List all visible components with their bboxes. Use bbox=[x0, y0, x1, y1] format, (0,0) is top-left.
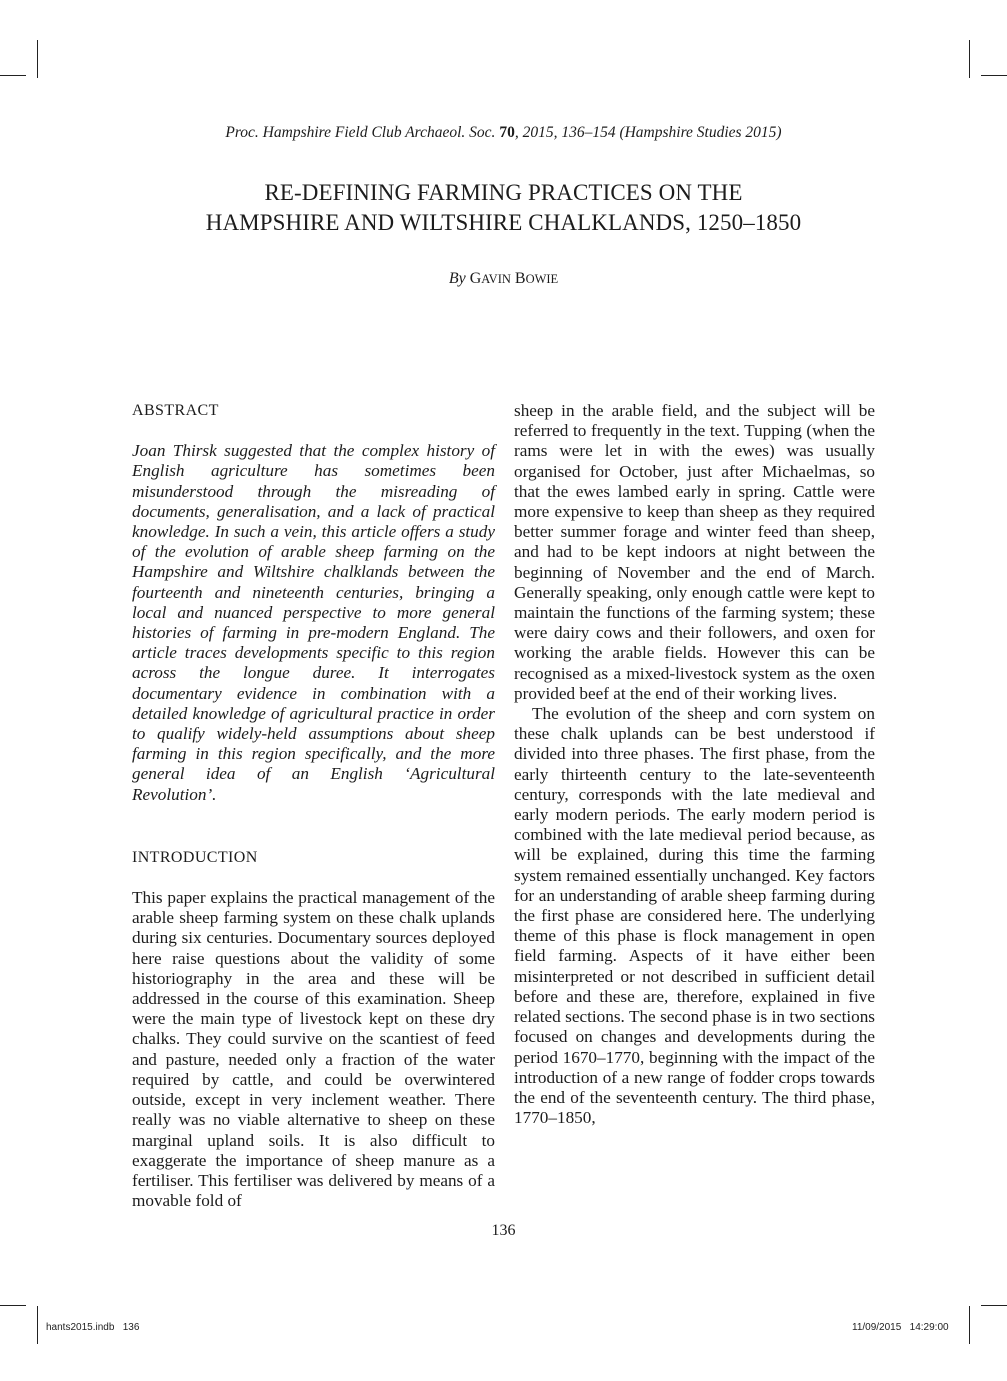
crop-mark-top-left-horizontal bbox=[0, 75, 26, 76]
crop-mark-bottom-left-horizontal bbox=[0, 1305, 26, 1306]
article-title bbox=[0, 178, 1007, 238]
crop-mark-top-right-horizontal bbox=[981, 75, 1007, 76]
journal-citation bbox=[0, 124, 1007, 142]
crop-mark-top-right-vertical bbox=[969, 40, 970, 78]
introduction-paragraph: This paper explains the practical management of the arable sheep farming system on these chalk uplands during six centuries. Documentary sources deployed here raise questions about the validity of some historiography in the area and these will be addressed in the course of this examination. Sheep were the main type of livestock kept on these dry chalks. They could survive on the scantiest of feed and pasture, needed only a fraction of the water required by cattle, and could be overwintered outside, except in very inclement weather. There really was no viable alternative to sheep on these marginal upland soils. It is also difficult to exaggerate the importance of sheep manure as a fertiliser. This fertiliser was delivered by means of a movable fold of bbox=[132, 888, 495, 1211]
article-title-line-2: HAMPSHIRE AND WILTSHIRE CHALKLANDS, 1250–1850 bbox=[205, 210, 802, 235]
abstract-heading: ABSTRACT bbox=[132, 402, 219, 419]
body-paragraph-1: sheep in the arable field, and the subject will be referred to frequently in the text. Tupping (when the rams were let in with the ewes) was usually organised for October, just after Michaelmas, so that the ewes lambed early in spring. Cattle were more expensive to keep than sheep as they required better summer forage and winter feed than sheep, and had to be kept indoors at night between the beginning of November and the end of March. Generally speaking, only enough cattle were kept to maintain the functions of the farming system; these were dairy cows and their followers, and oxen for working the arable fields. However this can be recognised as a mixed-livestock system as the oxen provided beef at the end of their working lives. bbox=[514, 401, 875, 703]
journal-pages: , 2015, 136–154 (Hampshire Studies 2015) bbox=[514, 124, 782, 141]
journal-name: Proc. Hampshire Field Club Archaeol. Soc. bbox=[225, 124, 496, 141]
body-paragraph-2: The evolution of the sheep and corn system on these chalk uplands can be best understood if divided into three phases. The first phase, from the early thirteenth century to the late-seventeenth century, corresponds with the late medieval and early modern periods. The early modern period is combined with the late medieval period because, as will be explained, during this time the farming system remained essentially unchanged. Key factors for an understanding of arable sheep farming during the first phase are considered here. The underlying theme of this phase is flock management in open field farming. Aspects of it have either been misinterpreted or not described in sufficient detail before and these are, therefore, explained in five related sections. The second phase is in two sections focused on changes and developments during the period 1670–1770, beginning with the impact of the introduction of a new range of fodder crops towards the end of the seventeenth century. The third phase, 1770–1850, bbox=[514, 704, 875, 1128]
author-name: GAVIN BOWIE bbox=[469, 270, 559, 287]
introduction-heading: INTRODUCTION bbox=[132, 848, 258, 866]
footer-file-info: hants2015.indb 136 bbox=[46, 1322, 140, 1333]
journal-volume: 70 bbox=[499, 124, 515, 141]
byline-by: By bbox=[448, 270, 466, 287]
crop-mark-bottom-left-vertical bbox=[37, 1306, 38, 1344]
left-column bbox=[132, 401, 495, 1211]
byline bbox=[0, 270, 1007, 288]
crop-mark-bottom-right-vertical bbox=[969, 1306, 970, 1344]
abstract-text: Joan Thirsk suggested that the complex history of English agriculture has sometimes been misunderstood through the misreading of documents, generalisation, and a lack of practical knowledge. In such a vein, this article offers a study of the evolution of arable sheep farming on the Hampshire and Wiltshire chalklands between the fourteenth and nineteenth centuries, bringing a local and nuanced perspective to more general histories of farming in pre-modern England. The article traces developments specific to this region across the longue duree. It interrogates documentary evidence in combination with a detailed knowledge of agricultural practice in order to qualify widely-held assumptions about sheep farming in this region specifically, and the more general idea of an English ‘Agricultural Revolution’. bbox=[132, 441, 495, 804]
right-column bbox=[514, 401, 875, 1128]
page-number: 136 bbox=[491, 1222, 516, 1239]
article-title-line-1: RE-DEFINING FARMING PRACTICES ON THE bbox=[264, 180, 743, 205]
crop-mark-top-left-vertical bbox=[37, 40, 38, 78]
footer-timestamp: 11/09/2015 14:29:00 bbox=[852, 1322, 949, 1333]
crop-mark-bottom-right-horizontal bbox=[981, 1305, 1007, 1306]
